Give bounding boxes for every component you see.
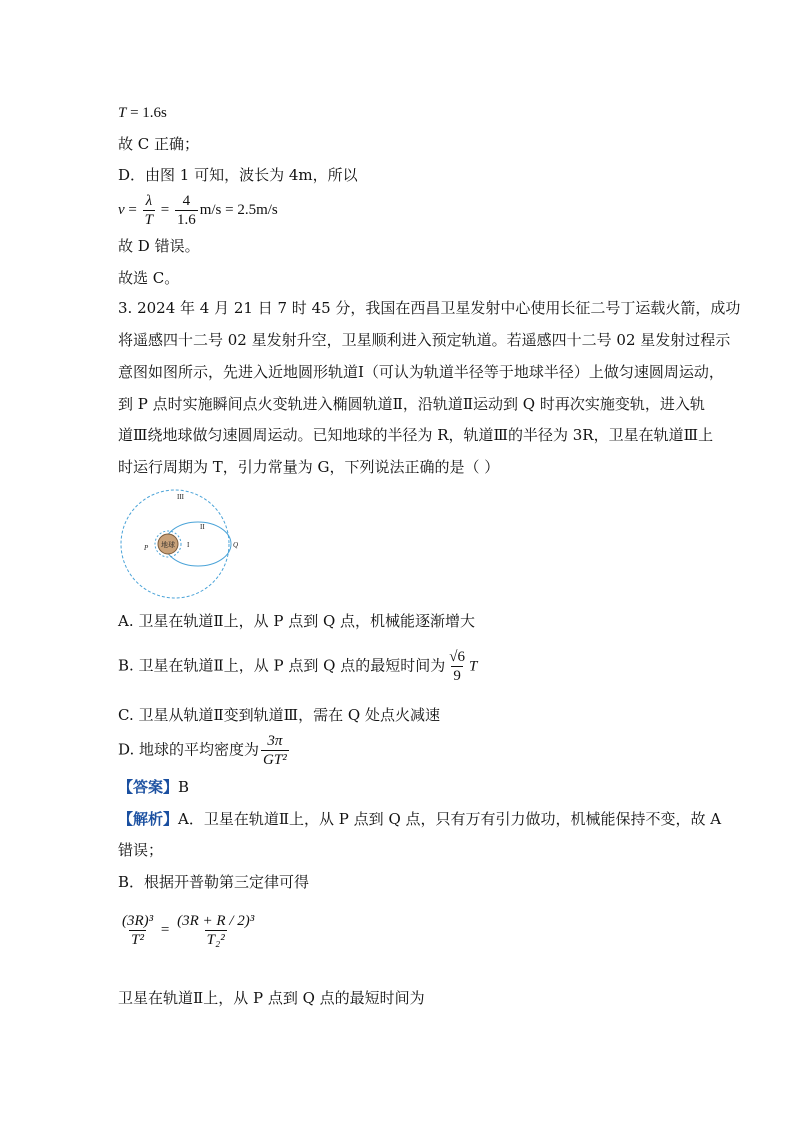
question-3-line-2: 将遥感四十二号 02 星发射升空，卫星顺利进入预定轨道。若遥感四十二号 02 星发射过程示: [118, 331, 731, 349]
kepler-equation: $\frac{\text{(3R)³}}{\text{T²}}$ = $\frac{\text{(3R + R / 2)³}}{\text{T₂²}}$: [122, 913, 255, 948]
fraction-kepler-left: $\frac{\text{(3R)³}}{\text{T²}}$: [122, 913, 154, 948]
fraction-density: $\frac{3\pi}{\text{GT²}}$: [263, 733, 287, 768]
fraction-sqrt6-over-9: $\frac{√6}{9}$: [449, 649, 465, 684]
option-b: B. 卫星在轨道Ⅱ上，从 P 点到 Q 点的最短时间为 $\frac{√6}{9}$ T: [118, 649, 478, 684]
label-orbit-ii: II: [200, 523, 205, 531]
analysis-last-line: 卫星在轨道Ⅱ上，从 P 点到 Q 点的最短时间为: [118, 989, 425, 1007]
line-choose-c: 故选 C。: [118, 269, 180, 287]
option-a: A. 卫星在轨道Ⅱ上，从 P 点到 Q 点，机械能逐渐增大: [118, 612, 476, 630]
answer-line: [118, 777, 189, 797]
option-d: D. 地球的平均密度为 $\frac{3\pi}{\text{GT²}}$: [118, 733, 287, 768]
label-orbit-iii: III: [177, 493, 184, 501]
analysis-line-2: 错误；: [118, 841, 164, 859]
option-c: C. 卫星从轨道Ⅱ变到轨道Ⅲ，需在 Q 处点火减速: [118, 706, 440, 724]
label-point-p: P: [144, 544, 149, 552]
question-3-line-5: 道Ⅲ绕地球做匀速圆周运动。已知地球的半径为 R，轨道Ⅲ的半径为 3R，卫星在轨道Ⅲ上: [118, 426, 714, 444]
line-d-wrong: 故 D 错误。: [118, 237, 200, 255]
question-3-line-1: 3. 2024 年 4 月 21 日 7 时 45 分，我国在西昌卫星发射中心使用长征二号丁运载火箭，成功: [118, 299, 741, 317]
analysis-tag: 【解析】: [118, 810, 179, 828]
label-point-q: Q: [233, 541, 239, 549]
answer-value: B: [178, 778, 190, 796]
analysis-line-1: 【解析】A．卫星在轨道Ⅱ上，从 P 点到 Q 点，只有万有引力做功，机械能保持不变，故 A: [118, 810, 722, 828]
answer-tag: 【答案】: [118, 778, 179, 796]
label-orbit-i: I: [187, 541, 190, 549]
fraction-4-over-1.6: $\frac{4}{1.6}$: [176, 193, 196, 228]
question-3-line-4: 到 P 点时实施瞬间点火变轨进入椭圆轨道Ⅱ，沿轨道Ⅱ运动到 Q 时再次实施变轨，进入轨: [118, 395, 705, 413]
fraction-lambda-over-t: $\frac{\lambda}{T}$: [144, 193, 153, 228]
question-3-line-6: 时运行周期为 T，引力常量为 G，下列说法正确的是（ ）: [118, 458, 500, 476]
analysis-line-3: B．根据开普勒第三定律可得: [118, 873, 310, 891]
line-d-wavelength: D．由图 1 可知，波长为 4m，所以: [118, 166, 358, 184]
line-velocity-formula: v = $\frac{\lambda}{T}$ = $\frac{4}{1.6}$ m/s = 2.5m/s: [118, 193, 278, 228]
earth-label: 地球: [161, 541, 175, 549]
line-c-correct: 故 C 正确；: [118, 135, 200, 153]
question-3-line-3: 意图如图所示，先进入近地圆形轨道Ⅰ（可认为轨道半径等于地球半径）上做匀速圆周运动，: [118, 363, 724, 381]
orbit-diagram: [118, 488, 248, 600]
fraction-kepler-right: $\frac{\text{(3R + R / 2)³}}{\text{T₂²}}$: [177, 913, 255, 948]
line-period: T = 1.6s: [118, 105, 167, 121]
